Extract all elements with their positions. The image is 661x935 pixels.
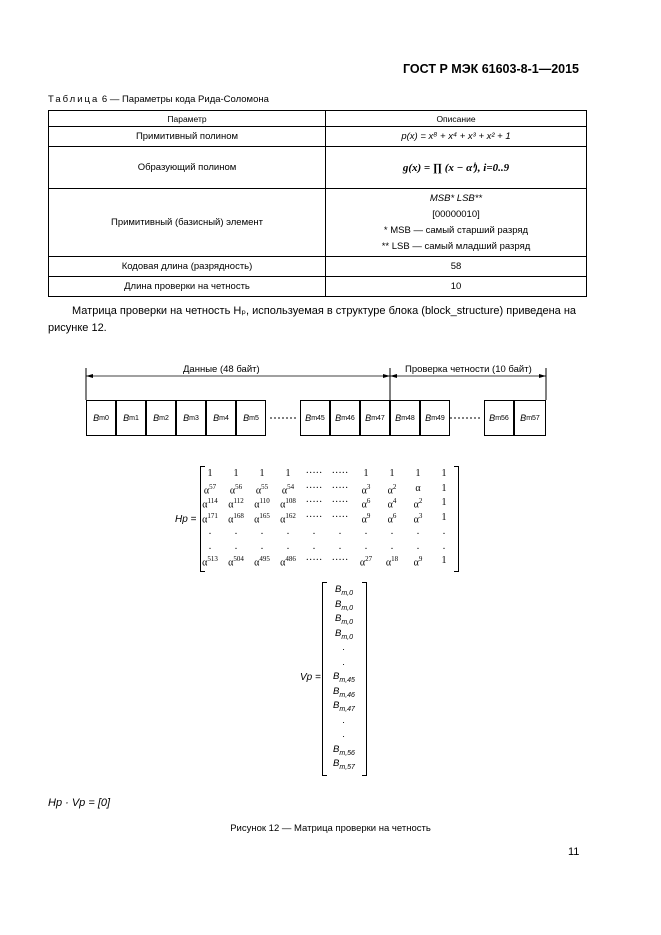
column-header-parameter: Параметр [49,111,326,127]
hp-entry: . [442,526,446,537]
hp-entry: 1 [233,468,239,479]
hp-entry: ····· [331,482,349,494]
hp-entry: $\alpha^6$ [387,511,397,525]
block-cell: B m57 [514,400,546,436]
vp-entry: . [342,642,346,653]
table-row [49,127,587,147]
block-cell: B m0 [86,400,116,436]
block-cell: B m45 [300,400,330,436]
hp-entry: $\alpha^{495}$ [254,555,270,569]
hp-entry: $\alpha^9$ [361,511,371,525]
hp-entry: ····· [331,468,349,479]
hp-entry: . [390,540,394,552]
hp-entry: ····· [305,468,323,479]
hp-entry: . [364,526,368,537]
intro-paragraph: Матрица проверки на четность Hₚ, используемая в структуре блока (block_structure) приведена на рисунке 12. [48,305,577,334]
table-row [49,147,587,189]
hp-entry: $\alpha^9$ [413,555,423,569]
hp-entry: ····· [305,511,323,523]
desc-cell [326,189,587,257]
desc-cell: p(x) = x⁸ + x⁴ + x³ + x² + 1 [326,127,587,147]
hp-entry: . [338,540,342,552]
param-cell: Примитивный (базисный) элемент [49,189,326,257]
vp-entry: . [342,729,346,740]
hp-entry: . [208,526,212,537]
hp-entry: $\alpha^{56}$ [229,482,243,496]
block-structure-diagram [80,358,550,448]
formula: Hp · Vp = [0] [48,797,111,809]
document-header: ГОСТ Р МЭК 61603-8-1—2015 [403,62,579,76]
hp-entry: . [286,540,290,552]
hp-entry: . [442,540,446,552]
parity-bytes-label: Проверка четности (10 байт) [402,364,535,375]
desc-line: * MSB — самый старший разряд [383,224,529,236]
block-cell: B m48 [390,400,420,436]
hp-entry: . [208,540,212,552]
hp-entry: $\alpha^{112}$ [228,497,244,511]
block-cell: B m4 [206,400,236,436]
hp-entry: $\alpha^4$ [387,497,397,511]
hp-entry: $\alpha^{57}$ [203,482,217,496]
hp-entry: 1 [363,468,369,479]
hp-entry: . [390,526,394,537]
hp-entry: $\alpha^{27}$ [359,555,373,569]
hp-matrix [175,466,465,576]
vp-entry: $B_{m,57}$ [333,758,355,771]
hp-entry: 1 [441,511,447,523]
hp-entry: . [416,526,420,537]
hp-entry: . [338,526,342,537]
hp-entry: . [260,526,264,537]
block-cell: B m3 [176,400,206,436]
hp-entry: 1 [259,468,265,479]
table-row [49,189,587,257]
hp-entry: $\alpha^{110}$ [254,497,270,511]
page-number: 11 [568,846,580,858]
hp-entry: 1 [207,468,213,479]
hp-entry: . [286,526,290,537]
hp-entry: ····· [331,497,349,508]
vp-entry: $B_{m,46}$ [333,685,355,699]
table-caption [48,94,269,105]
hp-entry: $\alpha^{18}$ [385,555,399,569]
hp-entry: $\alpha^{171}$ [202,511,218,525]
vp-entry: . [342,656,346,668]
hp-entry: ····· [305,497,323,508]
block-cell: B m56 [484,400,514,436]
hp-entry: . [312,540,316,552]
vp-entry: $B_{m,0}$ [334,598,353,612]
block-cell: B m46 [330,400,360,436]
param-cell: Примитивный полином [49,127,326,147]
vp-entry: $B_{m,56}$ [333,743,355,757]
hp-entry: $\alpha^{486}$ [280,555,296,569]
hp-entry: $\alpha^{162}$ [280,511,296,525]
hp-entry: ····· [331,511,349,523]
block-cell: B m5 [236,400,266,436]
vp-entry: $B_{m,0}$ [334,584,353,597]
hp-entry: . [234,540,238,552]
vp-entry: . [342,714,346,726]
hp-entry: $\alpha^{54}$ [281,482,295,496]
column-header-description: Описание [326,111,587,127]
hp-entry: α [415,482,421,494]
hp-entry: $\alpha^{168}$ [228,511,244,525]
desc-line: [00000010] [432,208,480,220]
block-cell: B m49 [420,400,450,436]
hp-entry: 1 [441,497,447,508]
hp-entry: $\alpha^{55}$ [255,482,269,496]
hp-entry: $\alpha^3$ [413,511,423,525]
vp-label: Vp = [300,672,321,683]
rs-parameters-table [48,110,587,297]
hp-entry: ····· [331,555,349,566]
hp-entry: 1 [441,482,447,494]
table-header-row [49,111,587,127]
hp-entry: . [260,540,264,552]
vp-vector [300,582,370,782]
hp-entry: . [312,526,316,537]
table-caption-number: 6 [101,94,108,105]
hp-entry: . [416,540,420,552]
table-row [49,257,587,277]
table-row [49,277,587,297]
param-cell: Образующий полином [49,147,326,189]
hp-entry: $\alpha^{165}$ [254,511,270,525]
desc-line: MSB* LSB** [429,192,483,204]
hp-entry: $\alpha^2$ [387,482,397,496]
desc-cell: 58 [326,257,587,277]
data-bytes-label: Данные (48 байт) [180,364,263,375]
hp-entry: 1 [441,555,447,566]
vp-entry: $B_{m,0}$ [334,627,353,641]
hp-entry: . [364,540,368,552]
hp-entry: $\alpha^{114}$ [202,497,218,511]
hp-entry: $\alpha^{504}$ [228,555,244,569]
param-cell: Кодовая длина (разрядность) [49,257,326,277]
block-cell: B m47 [360,400,390,436]
hp-entry: ····· [305,482,323,494]
block-cell: B m1 [116,400,146,436]
hp-entry: $\alpha^6$ [361,497,371,511]
hp-entry: 1 [441,468,447,479]
hp-entry: ····· [305,555,323,566]
vp-entry: $B_{m,47}$ [333,700,355,713]
figure-caption: Рисунок 12 — Матрица проверки на четность [230,823,431,834]
block-cell: B m2 [146,400,176,436]
hp-entry: $\alpha^2$ [413,497,423,511]
hp-entry: $\alpha^{513}$ [202,555,218,569]
hp-entry: 1 [389,468,395,479]
hp-entry: 1 [285,468,291,479]
table-caption-title: — Параметры кода Рида-Соломона [109,94,269,105]
vp-entry: $B_{m,0}$ [334,613,353,626]
hp-entry: . [234,526,238,537]
desc-cell: g(x) = ∏ (x − αⁱ), i=0..9 [326,147,587,189]
desc-line: ** LSB — самый младший разряд [381,240,531,252]
param-cell: Длина проверки на четность [49,277,326,297]
hp-label: Hp = [175,514,197,525]
hp-entry: $\alpha^{108}$ [280,497,296,511]
vp-entry: $B_{m,45}$ [333,671,355,684]
hp-entry: $\alpha^3$ [361,482,371,496]
hp-entry: 1 [415,468,421,479]
desc-cell: 10 [326,277,587,297]
table-caption-prefix: Таблица [48,94,100,105]
